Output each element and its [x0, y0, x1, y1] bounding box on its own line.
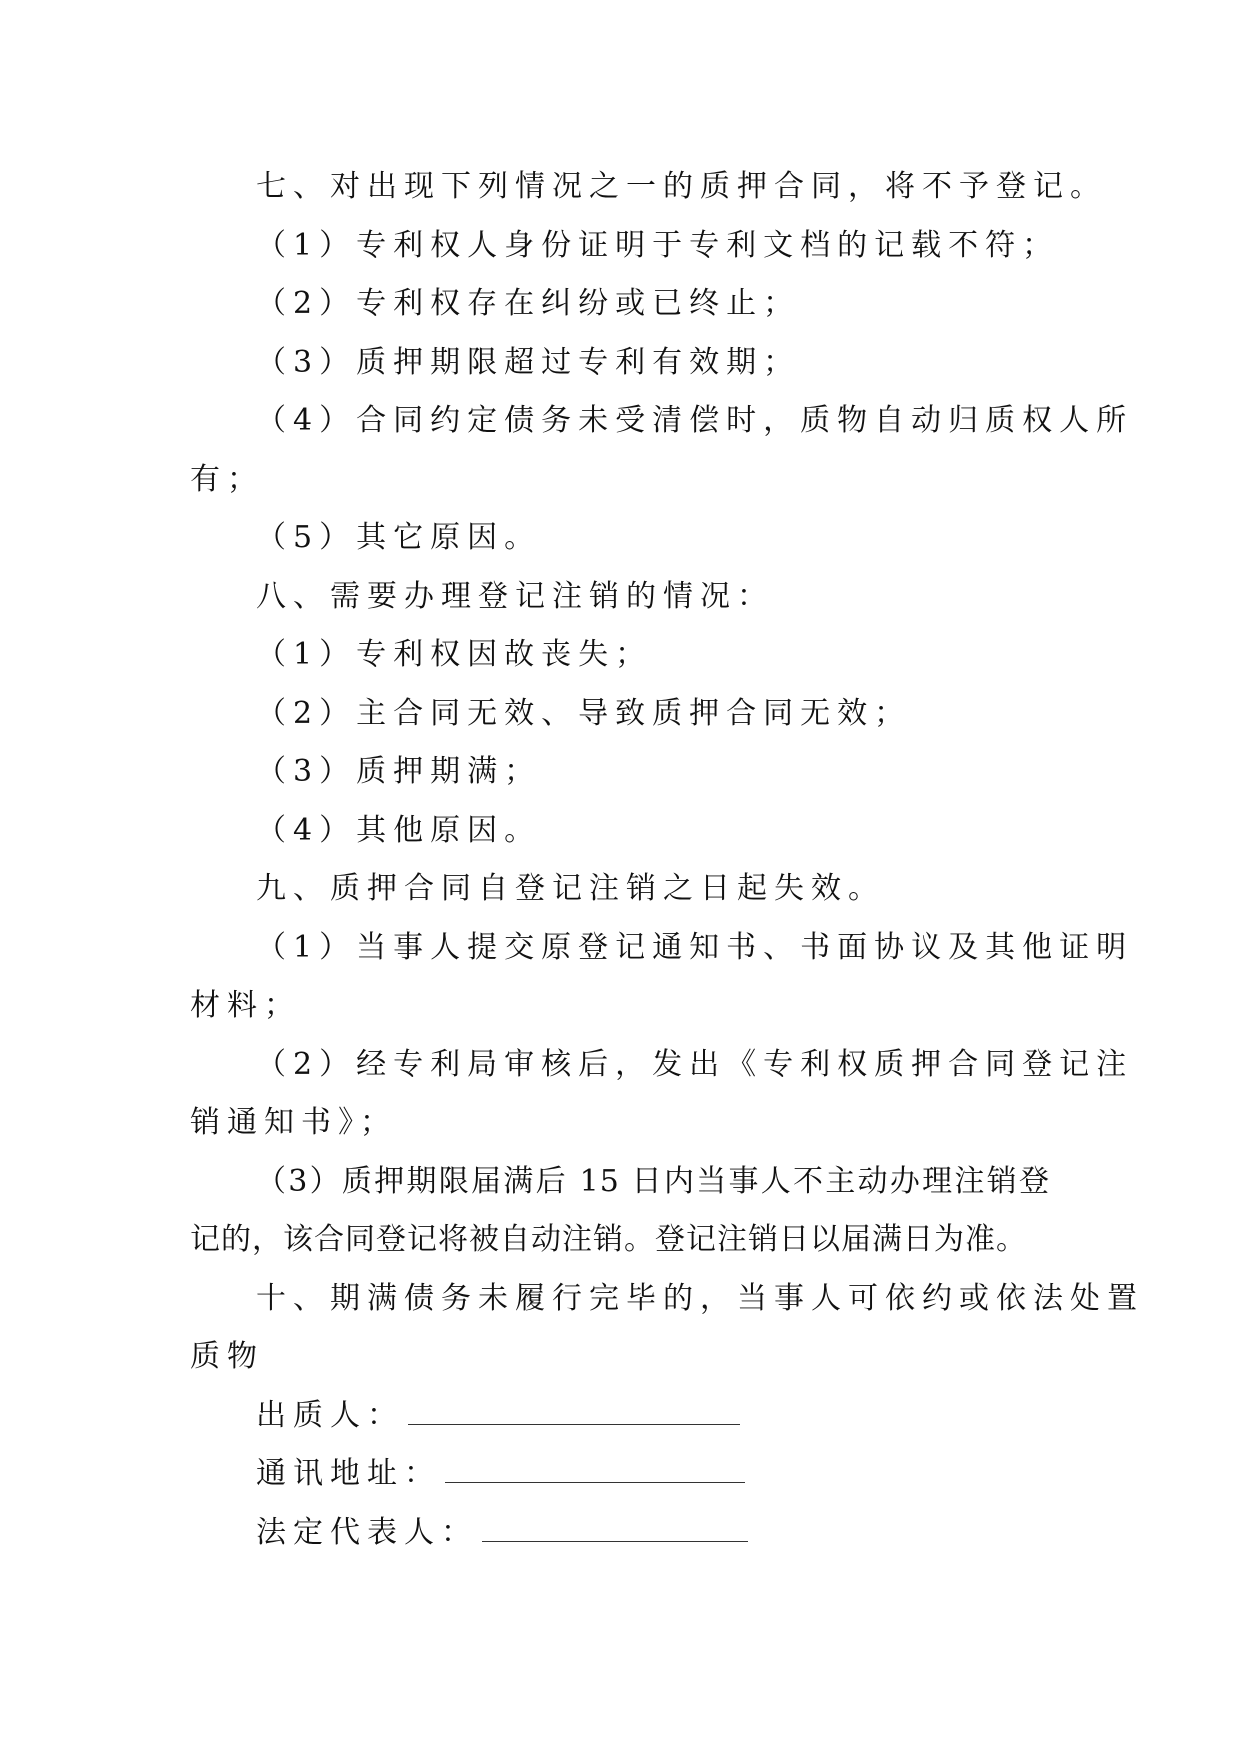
section-7-item-1: （1）专利权人身份证明于专利文档的记载不符； [256, 227, 1060, 263]
address-label: 通讯地址： [256, 1456, 441, 1491]
section-7-heading: 七、对出现下列情况之一的质押合同，将不予登记。 [256, 169, 1107, 204]
pledgor-field [190, 1387, 1050, 1446]
section-10-heading-line-2: 质物 [190, 1339, 264, 1374]
legal-representative-label: 法定代表人： [256, 1514, 478, 1550]
section-9-item-1-line-2: 材料； [190, 988, 301, 1023]
section-9-item-2-line-1: （2）经专利局审核后，发出《专利权质押合同登记注 [256, 1046, 1134, 1082]
section-8-item-2: （2）主合同无效、导致质押合同无效； [256, 695, 912, 731]
legal-representative-field [190, 1504, 1050, 1563]
address-blank-line[interactable] [445, 1462, 745, 1483]
section-7-item-4-line-2: 有； [190, 461, 264, 497]
section-9-item-2-line-2: 销通知书》； [190, 1105, 397, 1140]
section-10-heading-line-1: 十、期满债务未履行完毕的，当事人可依约或依法处置 [256, 1280, 1144, 1316]
section-8-item-1: （1）专利权因故丧失； [256, 637, 653, 672]
section-8-item-4: （4）其他原因。 [256, 812, 542, 848]
document-body [190, 158, 1144, 1562]
section-7-item-5: （5）其它原因。 [256, 520, 542, 555]
section-8-item-3: （3）质押期满； [256, 754, 542, 789]
pledgor-blank-line[interactable] [408, 1404, 740, 1425]
section-8-heading: 八、需要办理登记注销的情况： [256, 578, 774, 614]
section-9-item-3-line-2: 记的，该合同登记将被自动注销。登记注销日以届满日为准。 [190, 1222, 1027, 1257]
section-7-item-4-line-1: （4）合同约定债务未受清偿时，质物自动归质权人所 [256, 403, 1134, 438]
section-7-item-3: （3）质押期限超过专利有效期； [256, 344, 801, 380]
address-field [190, 1445, 1050, 1504]
legal-representative-blank-line[interactable] [482, 1521, 748, 1542]
section-9-item-1-line-1: （1）当事人提交原登记通知书、书面协议及其他证明 [256, 929, 1134, 965]
section-9-heading: 九、质押合同自登记注销之日起失效。 [256, 871, 885, 906]
section-7-item-2: （2）专利权存在纠纷或已终止； [256, 286, 801, 321]
section-9-item-3-line-1: （3）质押期限届满后 15 日内当事人不主动办理注销登 [256, 1163, 1050, 1199]
pledgor-label: 出质人： [256, 1397, 404, 1433]
